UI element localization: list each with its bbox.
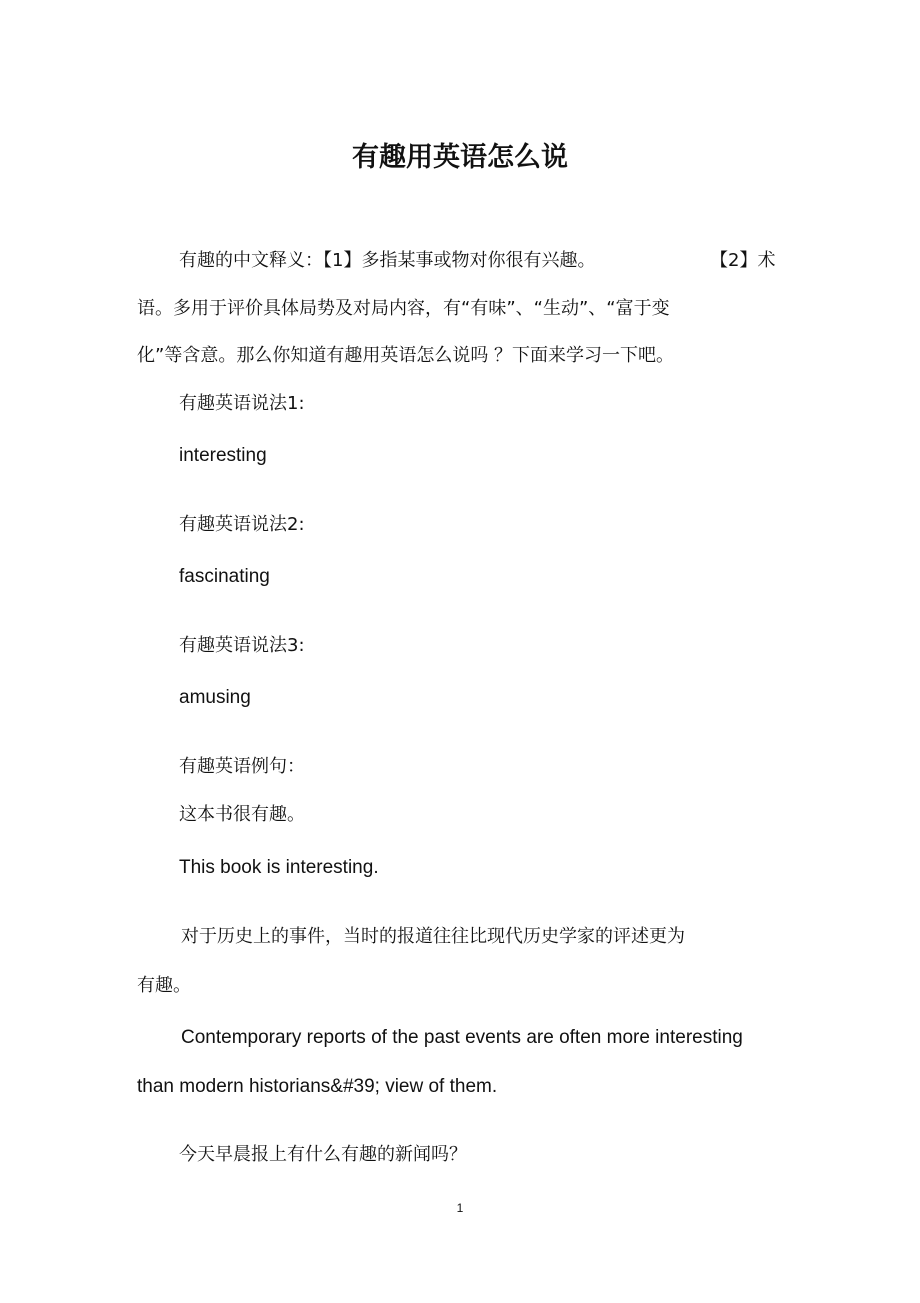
intro-line-1-right: 【2】术 [710, 250, 776, 271]
page-number: 1 [456, 1201, 464, 1215]
usage-word-3: amusing [179, 687, 251, 708]
usage-word-2: fascinating [179, 566, 270, 587]
example-2-cn-line-2: 有趣。 [137, 975, 191, 996]
intro-line-3: 化”等含意。那么你知道有趣用英语怎么说吗 ？下面来学习一下吧。 [137, 345, 675, 366]
page-title: 有趣用英语怎么说 [352, 142, 568, 173]
usage-label-1: 有趣英语说法1: [179, 393, 305, 414]
example-2-cn-line-1: 对于历史上的事件，当时的报道往往比现代历史学家的评述更为 [181, 926, 685, 947]
intro-line-1-left: 有趣的中文释义：【1】多指某事或物对你很有兴趣。 [179, 250, 596, 271]
example-2-en-line-1: Contemporary reports of the past events are often more interesting [181, 1027, 743, 1048]
example-3-cn: 今天早晨报上有什么有趣的新闻吗？ [179, 1144, 467, 1165]
usage-label-3: 有趣英语说法3: [179, 635, 305, 656]
usage-label-2: 有趣英语说法2: [179, 514, 305, 535]
intro-line-2: 语。多用于评价具体局势及对局内容，有“有味”、“生动”、“富于变 [137, 298, 670, 319]
example-1-en: This book is interesting. [179, 857, 379, 878]
example-1-cn: 这本书很有趣。 [179, 804, 305, 825]
example-2-en-line-2: than modern historians&#39; view of them. [137, 1076, 498, 1097]
usage-word-1: interesting [179, 445, 267, 466]
examples-heading: 有趣英语例句： [179, 756, 305, 777]
